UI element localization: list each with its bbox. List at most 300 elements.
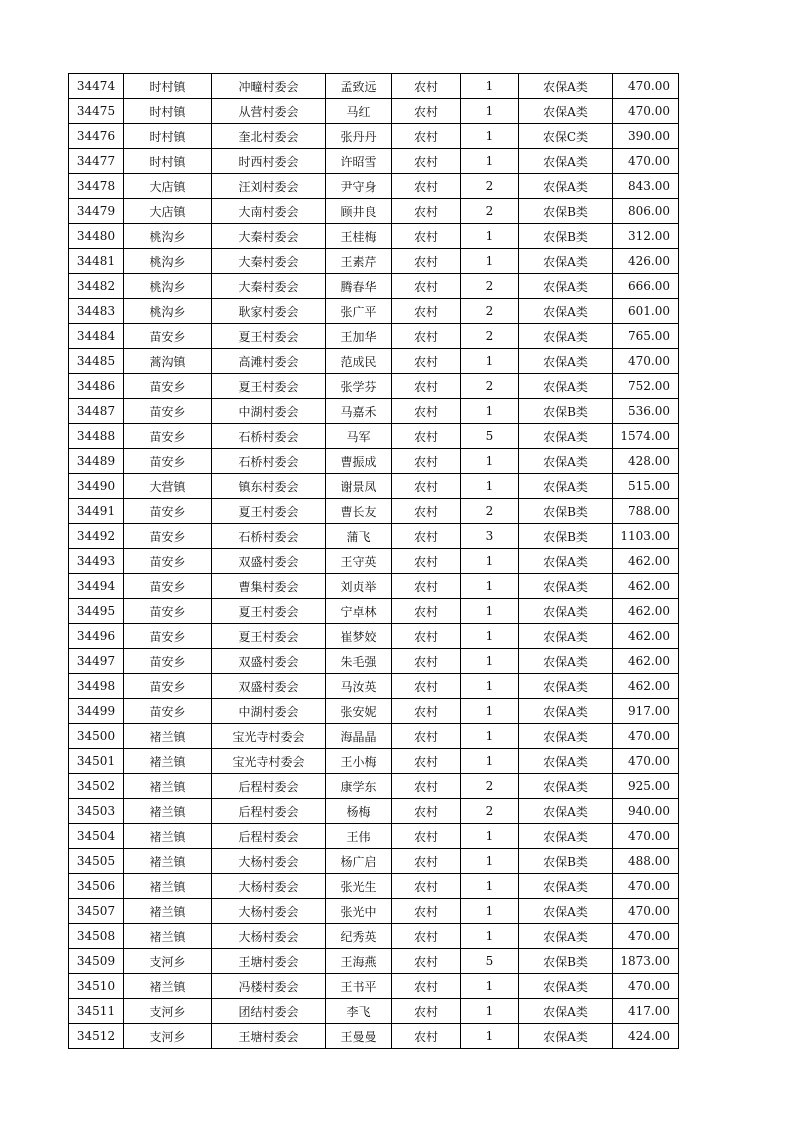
cell-town: 褚兰镇 [124, 974, 212, 999]
cell-person-name: 张光生 [326, 874, 392, 899]
cell-town: 苗安乡 [124, 699, 212, 724]
cell-town: 蒿沟镇 [124, 349, 212, 374]
cell-record-number: 34489 [69, 449, 124, 474]
cell-village-committee: 大南村委会 [212, 199, 326, 224]
table-row [69, 599, 679, 624]
cell-household-count: 1 [461, 224, 519, 249]
cell-record-number: 34504 [69, 824, 124, 849]
cell-household-count: 1 [461, 449, 519, 474]
cell-insurance-category: 农保A类 [519, 999, 613, 1024]
cell-village-committee: 冯楼村委会 [212, 974, 326, 999]
cell-area-type: 农村 [392, 924, 461, 949]
cell-village-committee: 大杨村委会 [212, 924, 326, 949]
cell-town: 褚兰镇 [124, 924, 212, 949]
table-row [69, 199, 679, 224]
cell-record-number: 34480 [69, 224, 124, 249]
cell-record-number: 34475 [69, 99, 124, 124]
cell-record-number: 34502 [69, 774, 124, 799]
table-body [69, 74, 679, 1049]
cell-town: 苗安乡 [124, 399, 212, 424]
cell-household-count: 1 [461, 999, 519, 1024]
cell-town: 支河乡 [124, 949, 212, 974]
cell-amount: 1873.00 [613, 949, 679, 974]
cell-amount: 666.00 [613, 274, 679, 299]
cell-insurance-category: 农保A类 [519, 899, 613, 924]
cell-town: 褚兰镇 [124, 799, 212, 824]
cell-household-count: 1 [461, 549, 519, 574]
cell-insurance-category: 农保A类 [519, 99, 613, 124]
cell-insurance-category: 农保A类 [519, 724, 613, 749]
table-row [69, 574, 679, 599]
cell-person-name: 王加华 [326, 324, 392, 349]
cell-insurance-category: 农保A类 [519, 699, 613, 724]
cell-area-type: 农村 [392, 174, 461, 199]
table-row [69, 899, 679, 924]
cell-amount: 925.00 [613, 774, 679, 799]
cell-village-committee: 高滩村委会 [212, 349, 326, 374]
cell-person-name: 刘贞举 [326, 574, 392, 599]
cell-village-committee: 后程村委会 [212, 774, 326, 799]
cell-town: 苗安乡 [124, 549, 212, 574]
table-row [69, 549, 679, 574]
cell-town: 时村镇 [124, 124, 212, 149]
cell-insurance-category: 农保B类 [519, 949, 613, 974]
table-row [69, 999, 679, 1024]
cell-person-name: 王桂梅 [326, 224, 392, 249]
cell-person-name: 谢景凤 [326, 474, 392, 499]
cell-person-name: 王守英 [326, 549, 392, 574]
cell-amount: 428.00 [613, 449, 679, 474]
cell-person-name: 崔梦姣 [326, 624, 392, 649]
cell-town: 大店镇 [124, 199, 212, 224]
cell-village-committee: 宝光寺村委会 [212, 749, 326, 774]
cell-household-count: 2 [461, 499, 519, 524]
cell-village-committee: 冲疃村委会 [212, 74, 326, 99]
cell-insurance-category: 农保C类 [519, 124, 613, 149]
cell-area-type: 农村 [392, 949, 461, 974]
cell-area-type: 农村 [392, 424, 461, 449]
cell-insurance-category: 农保B类 [519, 849, 613, 874]
cell-town: 苗安乡 [124, 524, 212, 549]
cell-area-type: 农村 [392, 249, 461, 274]
table-row [69, 474, 679, 499]
table-row [69, 99, 679, 124]
cell-record-number: 34507 [69, 899, 124, 924]
cell-amount: 470.00 [613, 874, 679, 899]
cell-village-committee: 大杨村委会 [212, 899, 326, 924]
cell-insurance-category: 农保A类 [519, 674, 613, 699]
cell-amount: 470.00 [613, 349, 679, 374]
cell-insurance-category: 农保A类 [519, 249, 613, 274]
cell-person-name: 马红 [326, 99, 392, 124]
cell-insurance-category: 农保A类 [519, 299, 613, 324]
cell-village-committee: 王塘村委会 [212, 1024, 326, 1049]
cell-area-type: 农村 [392, 524, 461, 549]
cell-village-committee: 石桥村委会 [212, 449, 326, 474]
cell-record-number: 34505 [69, 849, 124, 874]
data-sheet [68, 73, 679, 1049]
cell-record-number: 34499 [69, 699, 124, 724]
cell-record-number: 34496 [69, 624, 124, 649]
cell-record-number: 34511 [69, 999, 124, 1024]
cell-insurance-category: 农保A类 [519, 924, 613, 949]
cell-area-type: 农村 [392, 799, 461, 824]
cell-amount: 488.00 [613, 849, 679, 874]
cell-village-committee: 后程村委会 [212, 799, 326, 824]
cell-household-count: 1 [461, 599, 519, 624]
cell-insurance-category: 农保A类 [519, 1024, 613, 1049]
cell-person-name: 朱毛强 [326, 649, 392, 674]
cell-town: 桃沟乡 [124, 224, 212, 249]
table-row [69, 249, 679, 274]
cell-amount: 470.00 [613, 824, 679, 849]
table-row [69, 699, 679, 724]
table-row [69, 749, 679, 774]
cell-amount: 426.00 [613, 249, 679, 274]
cell-amount: 515.00 [613, 474, 679, 499]
table-row [69, 499, 679, 524]
cell-household-count: 5 [461, 424, 519, 449]
cell-person-name: 曹振成 [326, 449, 392, 474]
cell-village-committee: 双盛村委会 [212, 549, 326, 574]
cell-household-count: 1 [461, 874, 519, 899]
cell-person-name: 张丹丹 [326, 124, 392, 149]
cell-household-count: 1 [461, 924, 519, 949]
cell-village-committee: 镇东村委会 [212, 474, 326, 499]
cell-area-type: 农村 [392, 374, 461, 399]
cell-household-count: 1 [461, 624, 519, 649]
cell-town: 褚兰镇 [124, 874, 212, 899]
cell-amount: 470.00 [613, 74, 679, 99]
cell-town: 苗安乡 [124, 324, 212, 349]
cell-town: 苗安乡 [124, 424, 212, 449]
cell-area-type: 农村 [392, 74, 461, 99]
cell-household-count: 1 [461, 399, 519, 424]
table-row [69, 124, 679, 149]
cell-insurance-category: 农保A类 [519, 974, 613, 999]
cell-amount: 312.00 [613, 224, 679, 249]
cell-town: 褚兰镇 [124, 849, 212, 874]
table-row [69, 649, 679, 674]
cell-amount: 788.00 [613, 499, 679, 524]
cell-town: 桃沟乡 [124, 299, 212, 324]
cell-household-count: 1 [461, 249, 519, 274]
cell-amount: 462.00 [613, 624, 679, 649]
cell-area-type: 农村 [392, 199, 461, 224]
cell-town: 苗安乡 [124, 649, 212, 674]
table-row [69, 399, 679, 424]
cell-area-type: 农村 [392, 724, 461, 749]
cell-record-number: 34484 [69, 324, 124, 349]
cell-amount: 462.00 [613, 549, 679, 574]
cell-household-count: 1 [461, 649, 519, 674]
cell-amount: 470.00 [613, 749, 679, 774]
cell-person-name: 马军 [326, 424, 392, 449]
cell-area-type: 农村 [392, 224, 461, 249]
cell-village-committee: 曹集村委会 [212, 574, 326, 599]
table-row [69, 799, 679, 824]
cell-household-count: 5 [461, 949, 519, 974]
cell-amount: 470.00 [613, 724, 679, 749]
cell-insurance-category: 农保A类 [519, 774, 613, 799]
cell-household-count: 2 [461, 374, 519, 399]
cell-person-name: 张安妮 [326, 699, 392, 724]
cell-amount: 806.00 [613, 199, 679, 224]
cell-insurance-category: 农保A类 [519, 324, 613, 349]
cell-person-name: 王小梅 [326, 749, 392, 774]
cell-person-name: 马汝英 [326, 674, 392, 699]
cell-household-count: 2 [461, 274, 519, 299]
cell-household-count: 1 [461, 974, 519, 999]
cell-household-count: 1 [461, 99, 519, 124]
cell-person-name: 王海燕 [326, 949, 392, 974]
cell-person-name: 张学芬 [326, 374, 392, 399]
cell-household-count: 2 [461, 324, 519, 349]
cell-person-name: 王伟 [326, 824, 392, 849]
cell-amount: 470.00 [613, 899, 679, 924]
table-row [69, 324, 679, 349]
cell-town: 苗安乡 [124, 599, 212, 624]
table-row [69, 874, 679, 899]
cell-person-name: 宁卓林 [326, 599, 392, 624]
cell-area-type: 农村 [392, 849, 461, 874]
cell-record-number: 34477 [69, 149, 124, 174]
table-row [69, 824, 679, 849]
cell-town: 褚兰镇 [124, 749, 212, 774]
cell-person-name: 曹长友 [326, 499, 392, 524]
cell-area-type: 农村 [392, 749, 461, 774]
cell-record-number: 34483 [69, 299, 124, 324]
cell-town: 苗安乡 [124, 449, 212, 474]
cell-village-committee: 双盛村委会 [212, 649, 326, 674]
cell-person-name: 孟致远 [326, 74, 392, 99]
cell-insurance-category: 农保A类 [519, 599, 613, 624]
cell-record-number: 34485 [69, 349, 124, 374]
cell-area-type: 农村 [392, 674, 461, 699]
cell-insurance-category: 农保B类 [519, 224, 613, 249]
table-row [69, 849, 679, 874]
table-row [69, 224, 679, 249]
cell-insurance-category: 农保B类 [519, 199, 613, 224]
table-row [69, 674, 679, 699]
cell-village-committee: 夏王村委会 [212, 324, 326, 349]
cell-amount: 462.00 [613, 599, 679, 624]
table-row [69, 624, 679, 649]
cell-insurance-category: 农保A类 [519, 624, 613, 649]
cell-record-number: 34497 [69, 649, 124, 674]
cell-area-type: 农村 [392, 474, 461, 499]
cell-village-committee: 石桥村委会 [212, 524, 326, 549]
cell-amount: 462.00 [613, 574, 679, 599]
cell-person-name: 纪秀英 [326, 924, 392, 949]
cell-area-type: 农村 [392, 624, 461, 649]
cell-record-number: 34482 [69, 274, 124, 299]
cell-insurance-category: 农保A类 [519, 574, 613, 599]
cell-record-number: 34512 [69, 1024, 124, 1049]
cell-insurance-category: 农保A类 [519, 374, 613, 399]
cell-record-number: 34490 [69, 474, 124, 499]
cell-town: 大营镇 [124, 474, 212, 499]
cell-area-type: 农村 [392, 899, 461, 924]
cell-area-type: 农村 [392, 274, 461, 299]
cell-household-count: 1 [461, 1024, 519, 1049]
cell-village-committee: 从营村委会 [212, 99, 326, 124]
cell-insurance-category: 农保A类 [519, 349, 613, 374]
cell-person-name: 腾春华 [326, 274, 392, 299]
cell-village-committee: 夏王村委会 [212, 499, 326, 524]
cell-amount: 765.00 [613, 324, 679, 349]
table-row [69, 299, 679, 324]
cell-household-count: 1 [461, 574, 519, 599]
cell-area-type: 农村 [392, 774, 461, 799]
cell-area-type: 农村 [392, 324, 461, 349]
table-row [69, 974, 679, 999]
cell-town: 褚兰镇 [124, 899, 212, 924]
cell-amount: 843.00 [613, 174, 679, 199]
cell-area-type: 农村 [392, 599, 461, 624]
cell-area-type: 农村 [392, 99, 461, 124]
cell-household-count: 1 [461, 899, 519, 924]
cell-insurance-category: 农保A类 [519, 174, 613, 199]
cell-household-count: 2 [461, 199, 519, 224]
cell-insurance-category: 农保A类 [519, 149, 613, 174]
cell-household-count: 1 [461, 724, 519, 749]
cell-area-type: 农村 [392, 824, 461, 849]
cell-person-name: 海晶晶 [326, 724, 392, 749]
cell-area-type: 农村 [392, 449, 461, 474]
cell-area-type: 农村 [392, 349, 461, 374]
cell-amount: 462.00 [613, 649, 679, 674]
cell-record-number: 34494 [69, 574, 124, 599]
cell-village-committee: 时西村委会 [212, 149, 326, 174]
cell-person-name: 顾井良 [326, 199, 392, 224]
cell-amount: 470.00 [613, 149, 679, 174]
cell-record-number: 34474 [69, 74, 124, 99]
cell-area-type: 农村 [392, 699, 461, 724]
cell-amount: 470.00 [613, 974, 679, 999]
cell-insurance-category: 农保A类 [519, 749, 613, 774]
cell-village-committee: 奎北村委会 [212, 124, 326, 149]
cell-village-committee: 夏王村委会 [212, 599, 326, 624]
cell-area-type: 农村 [392, 124, 461, 149]
table-row [69, 74, 679, 99]
cell-area-type: 农村 [392, 649, 461, 674]
cell-person-name: 蒲飞 [326, 524, 392, 549]
cell-area-type: 农村 [392, 1024, 461, 1049]
cell-insurance-category: 农保A类 [519, 549, 613, 574]
cell-village-committee: 中湖村委会 [212, 699, 326, 724]
cell-area-type: 农村 [392, 974, 461, 999]
cell-record-number: 34486 [69, 374, 124, 399]
cell-amount: 470.00 [613, 99, 679, 124]
cell-household-count: 1 [461, 749, 519, 774]
cell-town: 支河乡 [124, 999, 212, 1024]
table-row [69, 424, 679, 449]
cell-person-name: 王书平 [326, 974, 392, 999]
cell-village-committee: 耿家村委会 [212, 299, 326, 324]
cell-town: 褚兰镇 [124, 724, 212, 749]
cell-record-number: 34492 [69, 524, 124, 549]
cell-household-count: 1 [461, 674, 519, 699]
cell-amount: 1103.00 [613, 524, 679, 549]
cell-record-number: 34509 [69, 949, 124, 974]
cell-town: 时村镇 [124, 99, 212, 124]
cell-insurance-category: 农保A类 [519, 824, 613, 849]
cell-town: 时村镇 [124, 149, 212, 174]
cell-household-count: 1 [461, 124, 519, 149]
cell-person-name: 张广平 [326, 299, 392, 324]
cell-town: 苗安乡 [124, 574, 212, 599]
cell-amount: 917.00 [613, 699, 679, 724]
cell-household-count: 1 [461, 149, 519, 174]
cell-record-number: 34479 [69, 199, 124, 224]
cell-area-type: 农村 [392, 549, 461, 574]
cell-amount: 752.00 [613, 374, 679, 399]
cell-insurance-category: 农保B类 [519, 499, 613, 524]
cell-village-committee: 大秦村委会 [212, 224, 326, 249]
cell-record-number: 34478 [69, 174, 124, 199]
cell-household-count: 2 [461, 774, 519, 799]
cell-household-count: 2 [461, 799, 519, 824]
cell-insurance-category: 农保A类 [519, 474, 613, 499]
table-row [69, 774, 679, 799]
cell-household-count: 1 [461, 824, 519, 849]
cell-person-name: 杨广启 [326, 849, 392, 874]
cell-area-type: 农村 [392, 874, 461, 899]
cell-village-committee: 夏王村委会 [212, 374, 326, 399]
cell-amount: 536.00 [613, 399, 679, 424]
cell-village-committee: 大秦村委会 [212, 249, 326, 274]
cell-insurance-category: 农保A类 [519, 799, 613, 824]
cell-amount: 462.00 [613, 674, 679, 699]
cell-village-committee: 夏王村委会 [212, 624, 326, 649]
cell-town: 苗安乡 [124, 674, 212, 699]
cell-amount: 940.00 [613, 799, 679, 824]
cell-town: 支河乡 [124, 1024, 212, 1049]
cell-record-number: 34487 [69, 399, 124, 424]
cell-household-count: 1 [461, 849, 519, 874]
cell-town: 时村镇 [124, 74, 212, 99]
cell-insurance-category: 农保A类 [519, 74, 613, 99]
table-row [69, 524, 679, 549]
cell-person-name: 杨梅 [326, 799, 392, 824]
cell-record-number: 34481 [69, 249, 124, 274]
cell-village-committee: 后程村委会 [212, 824, 326, 849]
cell-town: 大店镇 [124, 174, 212, 199]
cell-amount: 424.00 [613, 1024, 679, 1049]
cell-person-name: 张光中 [326, 899, 392, 924]
cell-record-number: 34498 [69, 674, 124, 699]
cell-village-committee: 大杨村委会 [212, 849, 326, 874]
cell-person-name: 马嘉禾 [326, 399, 392, 424]
cell-insurance-category: 农保A类 [519, 424, 613, 449]
table-row [69, 174, 679, 199]
cell-village-committee: 双盛村委会 [212, 674, 326, 699]
cell-record-number: 34491 [69, 499, 124, 524]
cell-amount: 417.00 [613, 999, 679, 1024]
cell-insurance-category: 农保A类 [519, 874, 613, 899]
cell-record-number: 34508 [69, 924, 124, 949]
cell-household-count: 1 [461, 699, 519, 724]
cell-household-count: 1 [461, 74, 519, 99]
cell-town: 桃沟乡 [124, 274, 212, 299]
cell-record-number: 34488 [69, 424, 124, 449]
cell-record-number: 34495 [69, 599, 124, 624]
cell-village-committee: 中湖村委会 [212, 399, 326, 424]
cell-area-type: 农村 [392, 149, 461, 174]
cell-insurance-category: 农保B类 [519, 399, 613, 424]
cell-person-name: 王素芹 [326, 249, 392, 274]
